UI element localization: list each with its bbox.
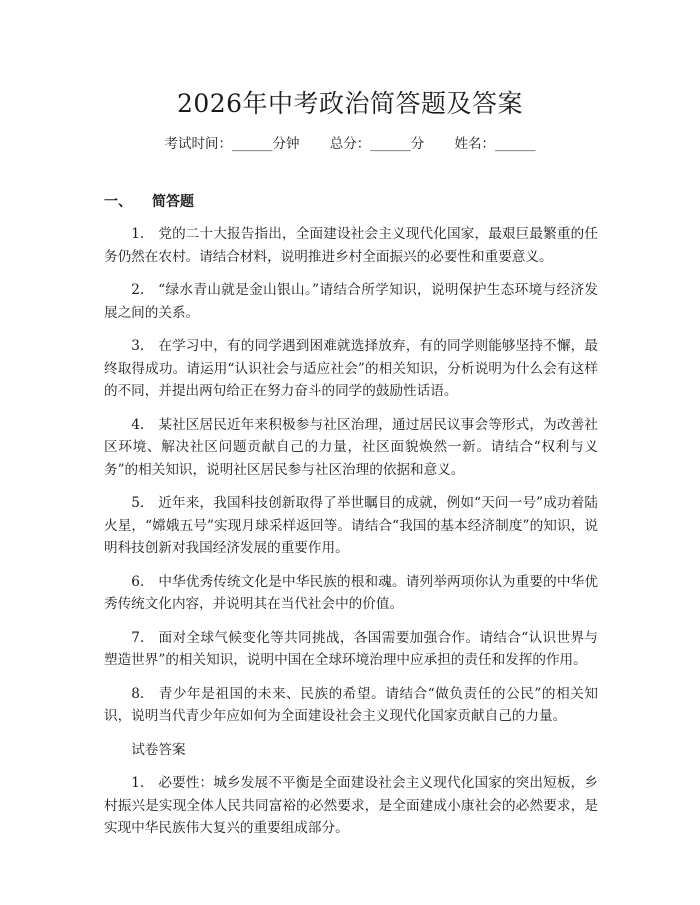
question-number: 3. [131, 338, 145, 354]
question-text: 在学习中，有的同学遇到困难就选择放弃，有的同学则能够坚持不懈，最终取得成功。请运用“认识社会与适应社会”的相关知识，分析说明为什么会有这样的不同，并提出两句给正在努力奋斗的同学的鼓励性话语。 [104, 338, 598, 399]
question-number: 1. [131, 226, 145, 242]
page-title: 2026年中考政治简答题及答案 [176, 89, 524, 118]
exam-time-field: 考试时间：______分钟 [164, 136, 300, 152]
question-text: 近年来，我国科技创新取得了举世瞩目的成就，例如“天问一号”成功着陆火星，“嫦娥五号”实现月球采样返回等。请结合“我国的基本经济制度”的知识，说明科技创新对我国经济发展的重要作用。 [104, 495, 598, 556]
question-number: 5. [131, 495, 145, 511]
total-score-field: 总分：______分 [329, 136, 425, 152]
section-heading [104, 191, 194, 211]
question-number: 4. [131, 416, 145, 433]
answer-number: 1. [131, 775, 145, 791]
section-number: 一、 [104, 194, 132, 210]
answer-item [104, 772, 598, 840]
question-text: 面对全球气候变化等共同挑战，各国需要加强合作。请结合“认识世界与塑造世界”的相关知识，说明中国在全球环境治理中应承担的责任和发挥的作用。 [104, 629, 598, 668]
exam-info-line [0, 132, 700, 152]
question-item [104, 683, 598, 728]
question-number: 8. [131, 685, 145, 702]
answer-text: 必要性：城乡发展不平衡是全面建设社会主义现代化国家的突出短板，乡村振兴是实现全体人民共同富裕的必然要求，是全面建成小康社会的必然要求，是实现中华民族伟大复兴的重要组成部分。 [104, 775, 598, 836]
question-item [104, 627, 598, 672]
question-text: “绿水青山就是金山银山。”请结合所学知识，说明保护生态环境与经济发展之间的关系。 [104, 282, 598, 321]
section-title: 简答题 [152, 194, 194, 210]
document-body [104, 223, 598, 851]
question-text: 青少年是祖国的未来、民族的希望。请结合“做负责任的公民”的相关知识，说明当代青少年应如何为全面建设社会主义现代化国家贡献自己的力量。 [104, 685, 598, 724]
question-item [104, 223, 598, 268]
question-text: 某社区居民近年来积极参与社区治理，通过居民议事会等形式，为改善社区环境、解决社区问题贡献自己的力量，社区面貌焕然一新。请结合“权利与义务”的相关知识，说明社区居民参与社区治理的依据和意义。 [104, 416, 598, 478]
question-item [104, 571, 598, 616]
question-text: 党的二十大报告指出，全面建设社会主义现代化国家，最艰巨最繁重的任务仍然在农村。请结合材料，说明推进乡村全面振兴的必要性和重要意义。 [104, 226, 598, 265]
question-item [104, 335, 598, 403]
question-number: 6. [131, 573, 145, 590]
question-number: 2. [131, 282, 145, 298]
question-number: 7. [131, 629, 145, 646]
question-item [104, 492, 598, 560]
question-item [104, 279, 598, 324]
student-name-field: 姓名：______ [454, 136, 536, 152]
answers-heading: 试卷答案 [131, 741, 186, 758]
question-item [104, 414, 598, 482]
question-text: 中华优秀传统文化是中华民族的根和魂。请列举两项你认为重要的中华优秀传统文化内容，并说明其在当代社会中的价值。 [104, 573, 598, 612]
